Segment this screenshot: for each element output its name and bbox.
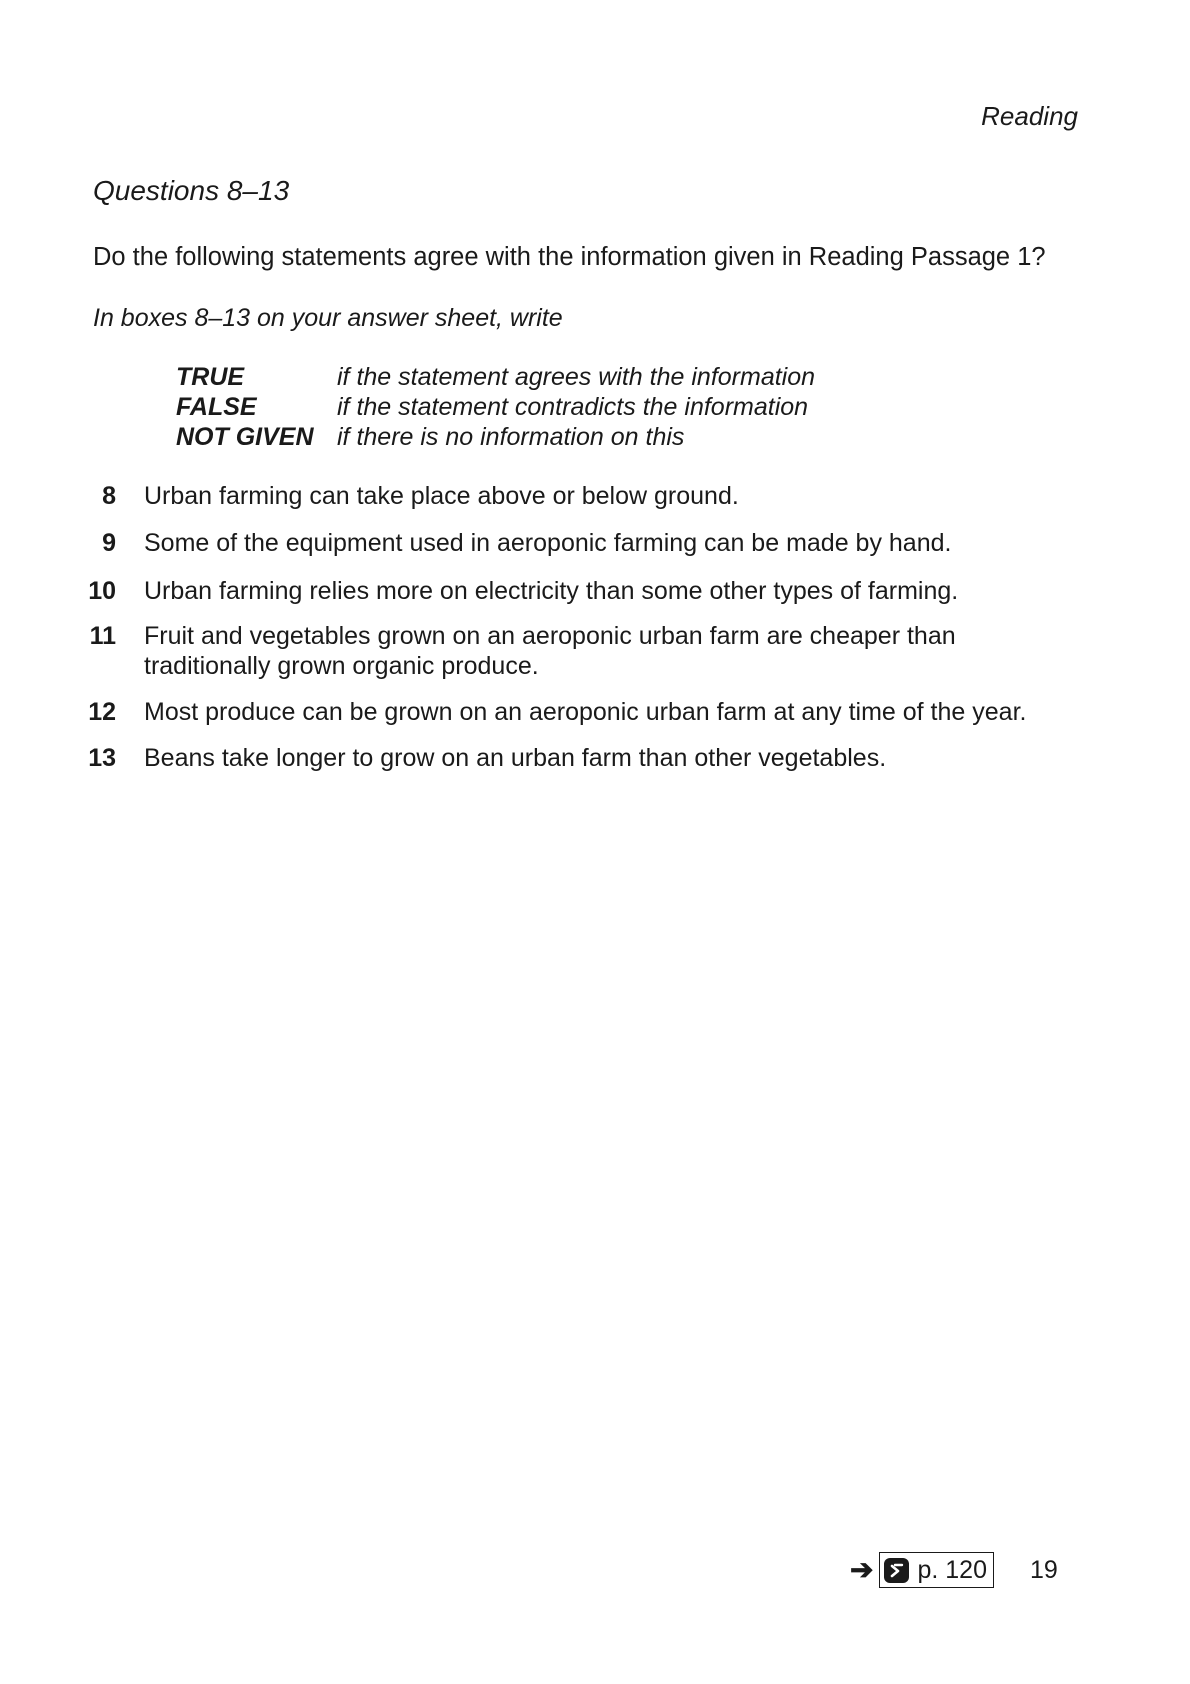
answer-key-term: FALSE	[176, 393, 257, 421]
answer-key-icon	[884, 1558, 909, 1583]
answer-key-table	[176, 362, 815, 452]
answer-key-term: NOT GIVEN	[176, 423, 314, 451]
answer-key-row	[176, 392, 815, 422]
question-item	[86, 528, 1096, 558]
answer-key-definition: if the statement agrees with the information	[337, 363, 816, 391]
question-item	[86, 697, 1096, 727]
sub-instruction-text: In boxes 8–13 on your answer sheet, write	[93, 304, 563, 332]
answer-key-definition: if the statement contradicts the information	[337, 393, 809, 421]
question-text: Urban farming can take place above or below ground.	[144, 482, 739, 510]
answer-key-term: TRUE	[176, 363, 245, 391]
question-text: Beans take longer to grow on an urban farm than other vegetables.	[144, 744, 887, 772]
instruction-text: Do the following statements agree with the information given in Reading Passage 1?	[93, 243, 1046, 271]
answer-key-row	[176, 422, 815, 452]
question-item	[86, 743, 1096, 773]
question-text: Fruit and vegetables grown on an aeroponic urban farm are cheaper than traditionally grown organic produce.	[144, 622, 956, 680]
page-footer	[850, 1552, 1058, 1588]
question-text: Urban farming relies more on electricity than some other types of farming.	[144, 577, 959, 605]
question-item	[86, 621, 1096, 681]
section-label: Reading	[981, 101, 1078, 131]
question-list	[86, 481, 1096, 773]
question-number: 9	[102, 529, 116, 557]
question-number: 13	[88, 744, 116, 772]
questions-heading: Questions 8–13	[93, 175, 290, 206]
page-number: 19	[1029, 1555, 1058, 1584]
question-number: 8	[102, 482, 116, 510]
question-number: 11	[89, 622, 116, 650]
question-text: Most produce can be grown on an aeroponic urban farm at any time of the year.	[144, 698, 1027, 726]
question-number: 10	[88, 577, 116, 605]
question-text: Some of the equipment used in aeroponic farming can be made by hand.	[144, 529, 952, 557]
answer-key-definition: if there is no information on this	[337, 423, 685, 451]
question-item	[86, 481, 1096, 511]
question-number: 12	[88, 698, 116, 726]
question-item	[86, 576, 1096, 606]
answer-key-row	[176, 362, 815, 392]
answer-reference-box	[879, 1552, 994, 1588]
answer-reference-text: p. 120	[917, 1555, 987, 1584]
right-arrow-icon: ➔	[850, 1554, 874, 1585]
